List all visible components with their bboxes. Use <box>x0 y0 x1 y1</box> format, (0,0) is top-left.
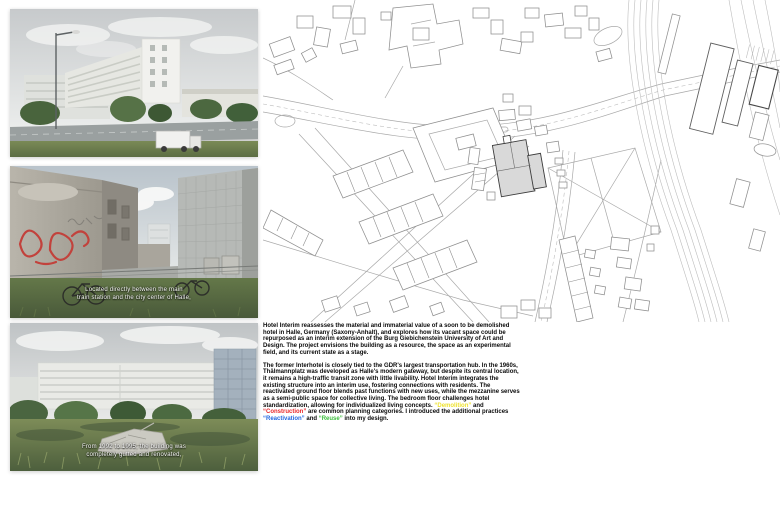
map-railways <box>628 0 780 322</box>
p2-text: and <box>304 416 319 423</box>
caption-line: completely gutted and renovated, <box>86 452 182 458</box>
caption-line: train station and the city center of Halle, <box>77 295 191 301</box>
p2-text: The former Interhotel is closely tied to the GDR's largest transportation hub. In the 1960s, Thälmannplatz was developed as Halle's modern gateway, but despite its central location, it remains a high-traffic transit zone with little livability. Hotel Interim integrates the existing structure into an interim use, fostering connections with residents. The reactivated ground floor blends past functions with new uses, while the mezzanine serves as a semi-public space for collective living. The bedroom floor challenges hotel standardization, allowing for individualized living concepts. <box>263 362 520 409</box>
map-warehouses <box>658 14 780 251</box>
halle-site-plan-map <box>263 0 780 322</box>
p2-text: are common planning categories. I introduced the additional practices <box>306 409 509 416</box>
map-pond <box>753 142 777 158</box>
subtitle-caption <box>10 443 258 459</box>
hotel-exterior-scene <box>10 9 258 157</box>
film-still-meadow-rubble <box>10 323 258 471</box>
term-construction: “Construction” <box>263 409 307 416</box>
map-buildings-southwest <box>263 108 515 316</box>
p2-text: and <box>471 402 484 409</box>
term-reuse: “Reuse” <box>318 416 343 423</box>
term-reactivation: “Reactivation” <box>263 416 305 423</box>
map-buildings-east <box>501 226 659 322</box>
caption-line: From 1992 to 1995, the building was <box>81 444 187 450</box>
description-paragraph-1: Hotel Interim reassesses the material and immaterial value of a soon to be demolished hotel in Halle, Germany (Saxony-Anhalt), and explores how its vacant space could be repurposed as an interim extension of the Burg Giebichenstein University of Art and Design. The project envisions the building as a resource, the space as an experimental field, and its current state as a stage. <box>263 323 511 356</box>
film-still-alley-graffiti <box>10 166 258 318</box>
term-demolition: “Demolition” <box>434 402 472 409</box>
film-still-hotel-exterior <box>10 9 258 157</box>
map-buildings-top <box>269 4 612 75</box>
subtitle-caption <box>10 286 258 302</box>
description-paragraph-2 <box>263 363 520 423</box>
caption-line: Located directly between the main <box>85 287 183 293</box>
site-plan-drawing <box>263 0 780 322</box>
p2-text: into my design. <box>342 416 389 423</box>
project-description <box>263 323 520 429</box>
grass-verge <box>10 141 258 157</box>
